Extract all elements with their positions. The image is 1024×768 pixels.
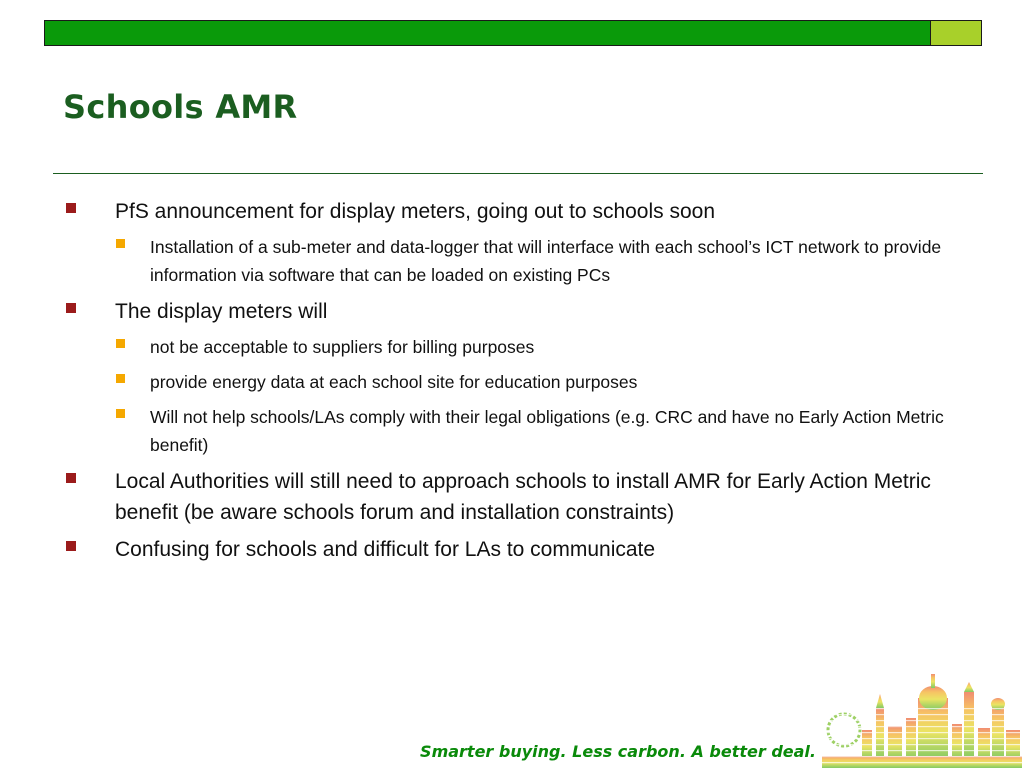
slide-content (0, 196, 1024, 571)
sub-bullet-text: Installation of a sub-meter and data-logger that will interface with each school’s ICT network to provide information via software that can be loaded on existing PCs (150, 237, 942, 285)
footer-tagline: Smarter buying. Less carbon. A better deal. (420, 742, 816, 761)
london-skyline-logo-icon (822, 668, 1022, 768)
bullet-marker-icon (66, 203, 76, 213)
bullet-marker-icon (66, 473, 76, 483)
sub-bullet-item (0, 368, 1024, 396)
header-bar (44, 20, 982, 46)
sub-bullet-item (0, 333, 1024, 361)
header-bar-accent (930, 21, 981, 45)
bullet-text: Local Authorities will still need to approach schools to install AMR for Early Action Metric benefit (be aware schools forum and installation constraints) (115, 470, 931, 524)
bullet-marker-icon (66, 303, 76, 313)
slide-title: Schools AMR (63, 88, 298, 126)
sub-bullet-text: not be acceptable to suppliers for billing purposes (150, 337, 535, 357)
sub-bullet-item (0, 233, 1024, 289)
sub-bullet-text: Will not help schools/LAs comply with their legal obligations (e.g. CRC and have no Early Action Metric benefit) (150, 407, 944, 455)
bullet-item (0, 534, 1024, 565)
sub-bullet-text: provide energy data at each school site for education purposes (150, 372, 638, 392)
sub-bullet-marker-icon (116, 374, 125, 383)
sub-bullet-marker-icon (116, 339, 125, 348)
sub-bullet-marker-icon (116, 239, 125, 248)
bullet-text: Confusing for schools and difficult for LAs to communicate (115, 538, 656, 561)
bullet-item (0, 466, 1024, 528)
bullet-item (0, 196, 1024, 227)
bullet-text: The display meters will (115, 300, 328, 323)
sub-bullet-item (0, 403, 1024, 459)
bullet-text: PfS announcement for display meters, going out to schools soon (115, 200, 716, 223)
sub-bullet-marker-icon (116, 409, 125, 418)
bullet-item (0, 296, 1024, 327)
bullet-marker-icon (66, 541, 76, 551)
title-divider (53, 173, 983, 174)
